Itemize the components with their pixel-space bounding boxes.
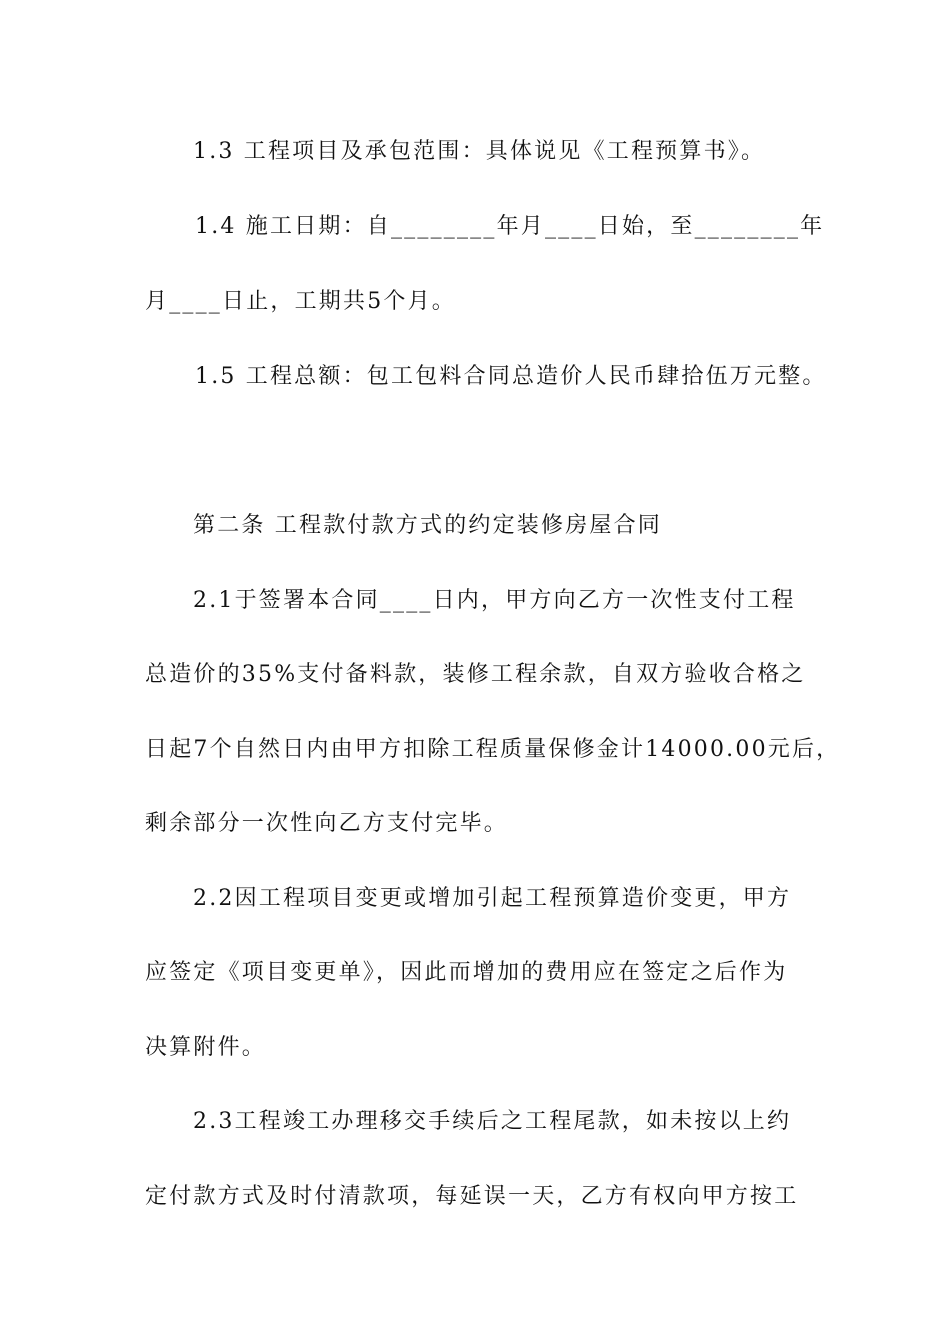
clause-2-2-line-2: 应签定《项目变更单》，因此而增加的费用应在签定之后作为: [145, 960, 788, 985]
article-2-heading: 第二条 工程款付款方式的约定装修房屋合同: [193, 513, 662, 538]
clause-2-1-line-4: 剩余部分一次性向乙方支付完毕。: [145, 811, 509, 836]
clause-2-2-line-1: 2.2因工程项目变更或增加引起工程预算造价变更，甲方: [193, 886, 792, 911]
clause-2-1-line-1: 2.1于签署本合同____日内，甲方向乙方一次性支付工程: [193, 588, 796, 613]
clause-2-3-line-1: 2.3工程竣工办理移交手续后之工程尾款，如未按以上约: [193, 1109, 792, 1134]
clause-2-1-line-2: 总造价的35%支付备料款，装修工程余款，自双方验收合格之: [145, 662, 806, 687]
clause-2-3-line-2: 定付款方式及时付清款项，每延误一天，乙方有权向甲方按工: [145, 1184, 799, 1209]
clause-2-1-line-3: 日起7个自然日内由甲方扣除工程质量保修金计14000.00元后，: [145, 737, 841, 762]
clause-1-4-line-1: 1.4 施工日期：自________年月____日始，至________年: [195, 214, 825, 239]
clause-1-3: 1.3 工程项目及承包范围：具体说见《工程预算书》。: [193, 139, 766, 164]
clause-1-4-line-2: 月____日止，工期共5个月。: [145, 289, 456, 314]
clause-1-5: 1.5 工程总额：包工包料合同总造价人民币肆拾伍万元整。: [195, 364, 827, 389]
clause-2-2-line-3: 决算附件。: [145, 1035, 267, 1060]
